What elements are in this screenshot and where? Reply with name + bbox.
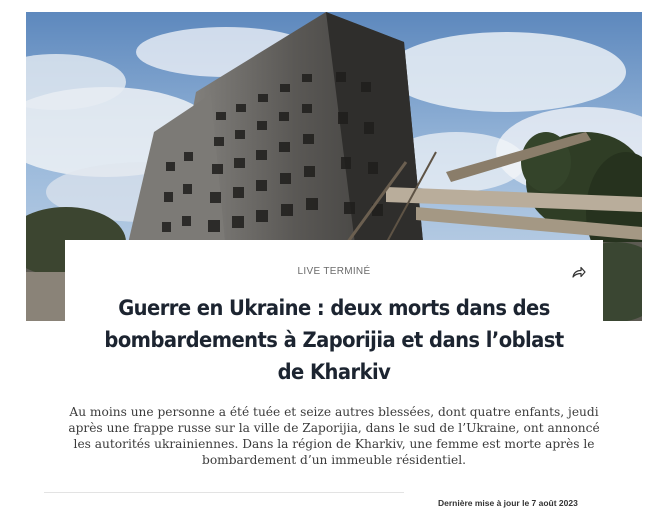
share-button[interactable] [568, 262, 590, 282]
top-strip [0, 0, 649, 12]
divider [44, 492, 404, 493]
article-headline: Guerre en Ukraine : deux morts dans des bombardements à Zaporijia et dans l’oblast de Kharkiv [104, 296, 564, 384]
share-icon [572, 266, 586, 278]
article-lede: Au moins une personne a été tuée et seize autres blessées, dont quatre enfants, jeudi après une frappe russe sur la ville de Zaporijia, dans le sud de l’Ukraine, ont annoncé les autorités ukrainiennes. Dans la région de Kharkiv, une femme est morte après le bombardement d’un immeuble résidentiel. [68, 405, 600, 467]
last-updated: Dernière mise à jour le 7 août 2023 [438, 498, 578, 508]
live-status-label: LIVE TERMINÉ [297, 266, 371, 277]
article-header-card [65, 240, 603, 510]
